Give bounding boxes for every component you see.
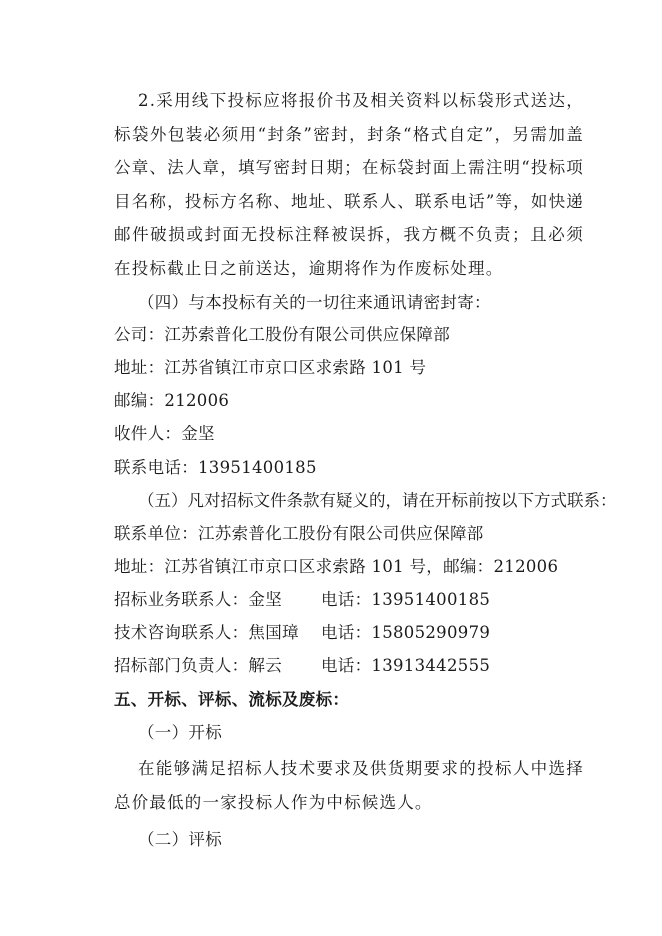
- section-4-phone: 联系电话：13951400185: [114, 458, 317, 477]
- contact-row-bidding: [114, 590, 490, 610]
- contact-phone: 电话：15805290979: [321, 623, 491, 642]
- contact-role: 招标业务联系人：金坚: [114, 590, 282, 609]
- section-5-unit: 联系单位：江苏索普化工股份有限公司供应保障部: [114, 524, 484, 543]
- section-4-address: 地址：江苏省镇江市京口区求索路 101 号: [114, 358, 427, 377]
- paragraph-offline-bid: 2.采用线下投标应将报价书及相关资料以标袋形式送达，标袋外包装必须用“封条”密封，封条“格式自定”，另需加盖公章、法人章，填写密封日期；在标袋封面上需注明“投标项目名称，投标方名称、地址、联系人、联系电话”等，如快递邮件破损或封面无投标注释被误拆，我方概不负责；且必须在投标截止日之前送达，逾期将作为作废标处理。: [114, 91, 584, 278]
- contact-role: 招标部门负责人：解云: [114, 656, 282, 675]
- section-4-postcode: 邮编：212006: [114, 391, 230, 410]
- contact-phone: 电话：13913442555: [321, 656, 491, 675]
- contact-role: 技术咨询联系人：焦国璋: [114, 623, 299, 642]
- subheading-opening: （一）开标: [138, 723, 222, 742]
- section-4-recipient: 收件人：金坚: [114, 424, 215, 443]
- contact-phone: 电话：13951400185: [321, 590, 491, 609]
- section-5-address: 地址：江苏省镇江市京口区求索路 101 号，邮编：212006: [114, 557, 559, 576]
- contact-row-technical: [114, 623, 490, 643]
- section-4-title: （四）与本投标有关的一切往来通讯请密封寄：: [138, 293, 491, 312]
- section-5-title: （五）凡对招标文件条款有疑义的，请在开标前按以下方式联系：: [138, 491, 617, 510]
- heading-section-5: 五、开标、评标、流标及废标：: [114, 690, 350, 709]
- section-4-company: 公司：江苏索普化工股份有限公司供应保障部: [114, 325, 450, 344]
- subheading-evaluation: （二）评标: [138, 830, 222, 849]
- paragraph-opening-body: 在能够满足招标人技术要求及供货期要求的投标人中选择总价最低的一家投标人作为中标候选人。: [114, 759, 584, 812]
- contact-row-department-head: [114, 656, 490, 676]
